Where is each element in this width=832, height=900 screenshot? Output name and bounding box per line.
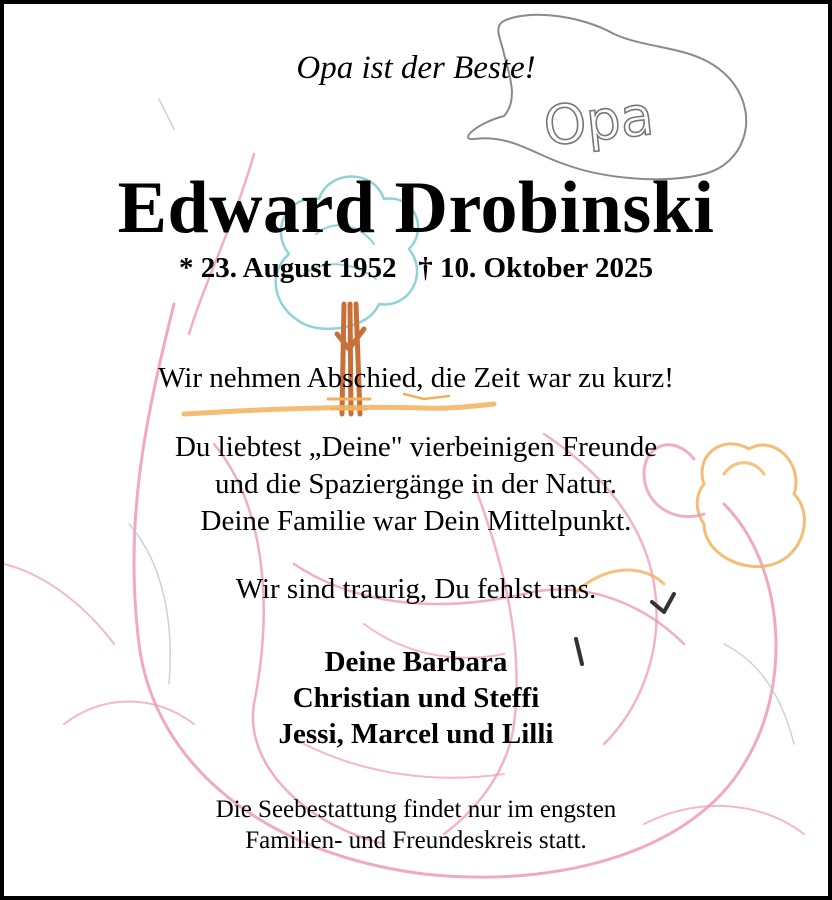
death-date: † 10. Oktober 2025: [418, 252, 653, 284]
deceased-name: Edward Drobinski: [117, 167, 715, 249]
notice-line: Familien- und Freundeskreis statt.: [245, 827, 587, 854]
family-signature: [4, 644, 828, 752]
memory-paragraph: [4, 429, 828, 540]
family-line: Deine Barbara: [324, 646, 508, 678]
grief-paragraph: [4, 571, 828, 608]
notice-line: Die Seebestattung findet nur im engsten: [215, 796, 617, 823]
birth-date: * 23. August 1952: [179, 252, 397, 284]
text-line: und die Spaziergänge in der Natur.: [214, 468, 618, 500]
speech-bubble-text: Opa: [540, 83, 657, 159]
tagline: Opa ist der Beste!: [296, 50, 536, 86]
text-line: Du liebtest „Deine" vierbeinigen Freunde: [174, 431, 658, 463]
text-line: Deine Familie war Dein Mittelpunkt.: [200, 505, 632, 537]
family-line: Jessi, Marcel und Lilli: [278, 718, 554, 750]
family-line: Christian und Steffi: [292, 682, 540, 714]
text-line: Wir nehmen Abschied, die Zeit war zu kurz!: [158, 362, 674, 394]
ground-line: [184, 404, 494, 414]
burial-notice: [4, 794, 828, 856]
text-line: Wir sind traurig, Du fehlst uns.: [235, 573, 597, 605]
life-dates: [4, 252, 828, 285]
farewell-paragraph: [4, 360, 828, 397]
